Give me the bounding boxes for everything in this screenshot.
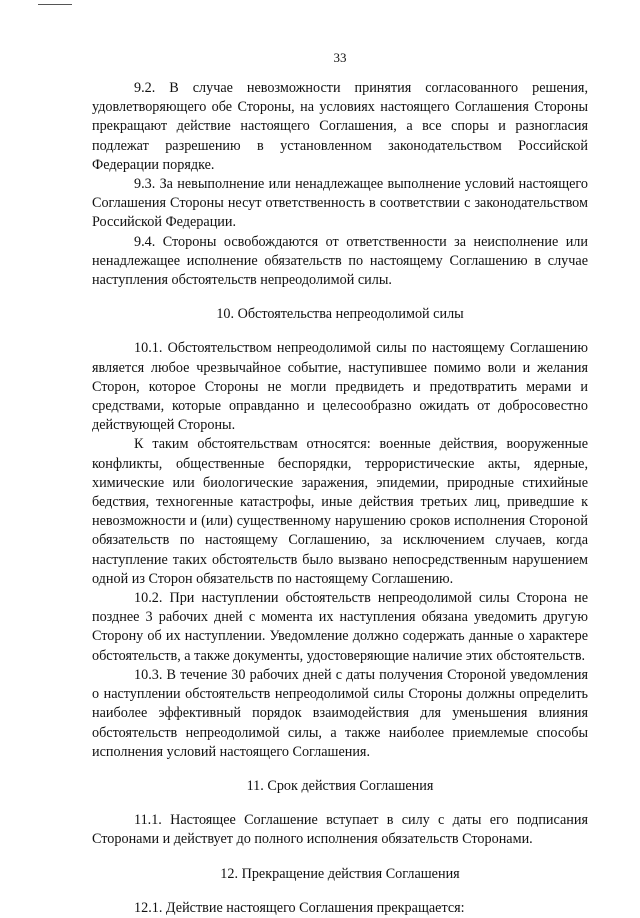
page-number: 33 <box>333 50 347 65</box>
clause-10-2: 10.2. При наступлении обстоятельств непреодолимой силы Сторона не позднее 3 рабочих дней с момента их наступления обязана уведомить другую Сторону об их наступлении. Уведомление должно содержать данные о характере обстоятельств, а также документы, удостоверяющие наличие этих обстоятельств. <box>92 590 588 664</box>
section-heading-11: 11. Срок действия Соглашения <box>246 777 434 794</box>
clause-9-4: 9.4. Стороны освобождаются от ответственности за неисполнение или ненадлежащее исполнение обязательств по настоящему Соглашению в случае наступления обстоятельств непреодолимой силы. <box>92 233 588 289</box>
clause-9-3: 9.3. За невыполнение или ненадлежащее выполнение условий настоящего Соглашения Стороны несут ответственность в соответствии с законодательством Российской Федерации. <box>92 176 588 231</box>
section-heading-10: 10. Обстоятельства непреодолимой силы <box>216 306 464 323</box>
clause-12-1: 12.1. Действие настоящего Соглашения прекращается: <box>134 899 465 916</box>
clause-10-1: 10.1. Обстоятельством непреодолимой силы по настоящему Соглашению является любое чрезвычайное событие, наступившее помимо воли и желания Сторон, которое Стороны не могли предвидеть и предотвратить мерами и средствами, которые оправданно и целесообразно ожидать от добросовестно действующей Стороны. <box>92 340 588 434</box>
scan-corner-mark <box>38 4 72 5</box>
section-heading-12: 12. Прекращение действия Соглашения <box>220 865 460 882</box>
clause-10-1-list: К таким обстоятельствам относятся: военные действия, вооруженные конфликты, общественные беспорядки, террористические акты, ядерные, химические или биологические заражения, эпидемии, природные стихийные бедствия, техногенные катастрофы, иные действия третьих лиц, приведшие к невозможности и (или) существенному нарушению сроков исполнения Стороной обязательств по настоящему Соглашению, за исключением случаев, когда наступление таких обстоятельств было вызвано непосредственным нарушением одной из Сторон обязательств по настоящему Соглашению. <box>92 436 588 587</box>
document-body <box>92 79 588 918</box>
clause-11-1: 11.1. Настоящее Соглашение вступает в силу с даты его подписания Сторонами и действует до полного исполнения обязательств Сторонами. <box>92 812 588 848</box>
clause-10-3: 10.3. В течение 30 рабочих дней с даты получения Стороной уведомления о наступлении обстоятельств непреодолимой силы Стороны должны определить наиболее эффективный порядок взаимодействия для уменьшения влияния обстоятельств непреодолимой силы, а также наиболее приемлемые способы исполнения условий настоящего Соглашения. <box>92 666 588 760</box>
clause-9-2: 9.2. В случае невозможности принятия согласованного решения, удовлетворяющего обе Стороны, на условиях настоящего Соглашения Стороны прекращают действие настоящего Соглашения, а все споры и разногласия подлежат разрешению в установленном законодательством Российской Федерации порядке. <box>92 80 588 173</box>
